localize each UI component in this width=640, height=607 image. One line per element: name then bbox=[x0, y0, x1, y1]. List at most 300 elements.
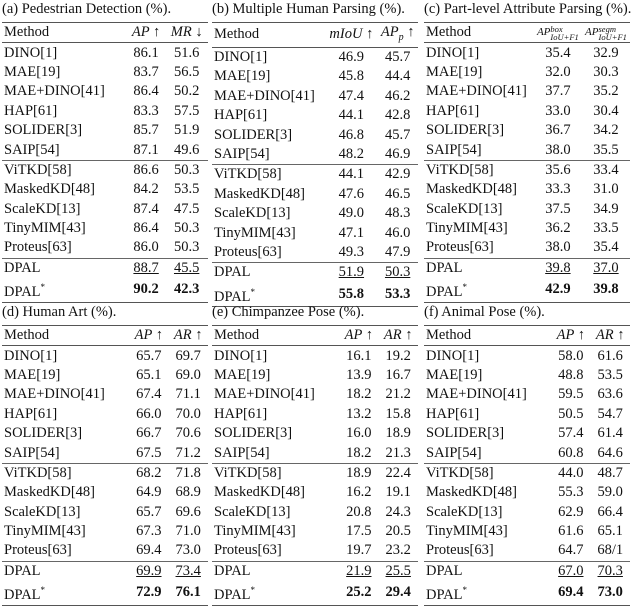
value-cell bbox=[127, 278, 166, 302]
value: 55.8 bbox=[338, 285, 365, 302]
value-cell bbox=[534, 140, 582, 160]
table-panel-part-level-attribute-parsing bbox=[424, 0, 630, 303]
value-cell bbox=[127, 43, 166, 63]
value: 49.6 bbox=[173, 141, 200, 158]
value: 16.2 bbox=[346, 484, 372, 501]
method-name: DINO[1] bbox=[426, 347, 480, 364]
table-row bbox=[424, 385, 630, 404]
method-cell bbox=[2, 219, 127, 238]
value: 68.2 bbox=[136, 464, 162, 481]
value-cell bbox=[590, 561, 630, 581]
value-cell bbox=[377, 106, 418, 125]
value-cell bbox=[551, 443, 590, 463]
value-cell bbox=[377, 87, 418, 106]
method-cell bbox=[212, 522, 339, 541]
value: 42.9 bbox=[384, 166, 411, 183]
value: 46.9 bbox=[338, 49, 365, 66]
value: 73.0 bbox=[175, 542, 201, 559]
method-cell bbox=[424, 278, 534, 302]
method-cell bbox=[2, 63, 127, 82]
value-cell bbox=[129, 581, 168, 605]
table-caption: (b) Multiple Human Parsing (%). bbox=[212, 1, 405, 17]
value: 69.6 bbox=[175, 503, 201, 520]
value: 66.7 bbox=[136, 425, 162, 442]
table-row bbox=[212, 87, 418, 106]
method-header: Method bbox=[424, 326, 551, 346]
value: 16.0 bbox=[346, 425, 372, 442]
method-cell bbox=[212, 346, 339, 366]
table-row bbox=[424, 102, 630, 121]
method-name: ViTKD[58] bbox=[426, 161, 494, 178]
value-cell bbox=[534, 219, 582, 238]
method-header: Method bbox=[2, 326, 129, 346]
metric-header bbox=[127, 23, 166, 43]
value: 35.6 bbox=[545, 161, 571, 178]
value-cell bbox=[590, 463, 630, 483]
method-cell bbox=[424, 522, 551, 541]
results-table bbox=[424, 22, 630, 303]
value: 57.4 bbox=[558, 425, 584, 442]
value: 34.9 bbox=[593, 200, 619, 217]
table-row bbox=[2, 405, 208, 424]
value-cell bbox=[339, 581, 378, 605]
value: 64.9 bbox=[136, 484, 162, 501]
value: 69.7 bbox=[175, 347, 201, 364]
value: 65.1 bbox=[136, 366, 162, 383]
value-cell bbox=[339, 522, 378, 541]
value: 45.7 bbox=[384, 126, 411, 143]
value-cell bbox=[534, 43, 582, 63]
method-cell bbox=[424, 366, 551, 385]
table-row bbox=[2, 258, 208, 278]
table-row bbox=[424, 219, 630, 238]
value: 71.1 bbox=[175, 386, 201, 403]
value: 18.9 bbox=[346, 464, 372, 481]
value-cell bbox=[168, 581, 208, 605]
value: 23.2 bbox=[385, 542, 411, 559]
value: 84.2 bbox=[133, 181, 159, 198]
table-row bbox=[212, 47, 418, 67]
value: 24.3 bbox=[385, 503, 411, 520]
method-cell bbox=[424, 424, 551, 443]
method-name: MAE[19] bbox=[214, 68, 271, 85]
value: 33.3 bbox=[545, 181, 571, 198]
method-name: DPAL bbox=[214, 586, 251, 603]
value: 61.6 bbox=[558, 523, 584, 540]
method-cell bbox=[424, 581, 551, 605]
value-cell bbox=[534, 180, 582, 199]
method-cell bbox=[2, 385, 129, 404]
value-cell bbox=[590, 405, 630, 424]
method-cell bbox=[212, 106, 325, 125]
value-cell bbox=[325, 145, 377, 165]
metric-arrow-icon: ↓ bbox=[195, 24, 203, 41]
star-marker: * bbox=[462, 282, 468, 293]
metric-name: AP bbox=[380, 24, 399, 40]
value: 86.6 bbox=[133, 161, 159, 178]
value: 86.4 bbox=[133, 220, 159, 237]
table-row bbox=[212, 346, 418, 366]
value: 45.7 bbox=[384, 49, 411, 66]
value: 33.0 bbox=[545, 102, 571, 119]
value: 67.5 bbox=[136, 444, 162, 461]
method-cell bbox=[212, 463, 339, 483]
value: 65.7 bbox=[136, 347, 162, 364]
value: 44.1 bbox=[338, 107, 365, 124]
value: 59.0 bbox=[597, 484, 623, 501]
value-cell bbox=[582, 121, 630, 140]
results-table bbox=[2, 22, 208, 303]
method-name: HAP[61] bbox=[426, 405, 480, 422]
value: 44.4 bbox=[384, 68, 411, 85]
method-cell bbox=[2, 405, 129, 424]
value: 49.0 bbox=[338, 205, 365, 222]
table-row bbox=[424, 82, 630, 101]
table-row bbox=[424, 463, 630, 483]
value-cell bbox=[129, 503, 168, 522]
value: 58.0 bbox=[558, 347, 584, 364]
value: 60.8 bbox=[558, 444, 584, 461]
value: 66.4 bbox=[597, 503, 623, 520]
metric-header bbox=[378, 326, 418, 346]
value-cell bbox=[165, 160, 208, 180]
method-cell bbox=[2, 424, 129, 443]
value: 49.3 bbox=[338, 243, 365, 260]
value: 35.4 bbox=[593, 239, 619, 256]
value: 50.3 bbox=[173, 161, 200, 178]
value-cell bbox=[377, 204, 418, 223]
value-cell bbox=[377, 67, 418, 86]
value: 64.6 bbox=[597, 444, 623, 461]
method-name: MAE[19] bbox=[4, 63, 61, 80]
value-cell bbox=[378, 483, 418, 502]
value-cell bbox=[127, 82, 166, 101]
value-cell bbox=[590, 483, 630, 502]
value: 42.3 bbox=[173, 281, 200, 298]
method-name: SAIP[54] bbox=[426, 444, 482, 461]
value: 86.4 bbox=[133, 83, 159, 100]
value-cell bbox=[378, 424, 418, 443]
metric-name: mIoU bbox=[329, 26, 363, 43]
value: 22.4 bbox=[385, 464, 411, 481]
value-cell bbox=[339, 483, 378, 502]
method-cell bbox=[424, 258, 534, 278]
value-cell bbox=[339, 541, 378, 561]
value-cell bbox=[129, 483, 168, 502]
value-cell bbox=[127, 140, 166, 160]
value-cell bbox=[168, 443, 208, 463]
value: 68/1 bbox=[597, 542, 624, 559]
table-caption: (e) Chimpanzee Pose (%). bbox=[212, 304, 365, 320]
metric-arrow-icon: ↑ bbox=[155, 327, 163, 344]
value: 87.1 bbox=[133, 141, 159, 158]
value: 59.5 bbox=[558, 386, 584, 403]
value-cell bbox=[339, 463, 378, 483]
header-row bbox=[2, 326, 208, 346]
value: 18.2 bbox=[346, 444, 372, 461]
method-header: Method bbox=[2, 23, 127, 43]
value: 69.4 bbox=[136, 542, 162, 559]
header-row bbox=[212, 23, 418, 48]
value: 87.4 bbox=[133, 200, 159, 217]
method-name: DPAL bbox=[426, 586, 463, 603]
value-cell bbox=[325, 67, 377, 86]
header-row bbox=[212, 326, 418, 346]
method-name: ViTKD[58] bbox=[214, 166, 282, 183]
table-row bbox=[2, 385, 208, 404]
value-cell bbox=[551, 503, 590, 522]
method-name: ScaleKD[13] bbox=[4, 503, 81, 520]
metric-header bbox=[339, 326, 378, 346]
value: 54.7 bbox=[597, 405, 623, 422]
table-caption: (d) Human Art (%). bbox=[2, 304, 117, 320]
table-row bbox=[2, 581, 208, 605]
value: 47.6 bbox=[338, 185, 365, 202]
method-name: Proteus[63] bbox=[426, 542, 494, 559]
table-row bbox=[424, 405, 630, 424]
value: 21.2 bbox=[385, 386, 411, 403]
value-cell bbox=[534, 160, 582, 180]
metric-scripts bbox=[550, 25, 578, 41]
metric-arrow-icon: ↑ bbox=[366, 26, 374, 43]
value-cell bbox=[165, 200, 208, 219]
method-name: DPAL bbox=[214, 264, 251, 281]
star-marker: * bbox=[250, 585, 256, 596]
metric-header bbox=[582, 23, 630, 43]
table-row bbox=[424, 160, 630, 180]
method-cell bbox=[424, 121, 534, 140]
method-cell bbox=[2, 463, 129, 483]
value-cell bbox=[582, 140, 630, 160]
value-cell bbox=[127, 200, 166, 219]
metric-arrow-icon: ↑ bbox=[407, 24, 415, 40]
value: 48.3 bbox=[384, 205, 411, 222]
value: 29.4 bbox=[385, 584, 411, 601]
method-name: MAE+DINO[41] bbox=[426, 83, 527, 100]
value-cell bbox=[582, 160, 630, 180]
metric-header bbox=[325, 23, 377, 48]
metric-subscript: IoU+F1 bbox=[550, 31, 579, 42]
value: 67.0 bbox=[558, 562, 584, 579]
method-cell bbox=[2, 238, 127, 258]
method-name: DPAL bbox=[4, 259, 41, 276]
value: 47.5 bbox=[173, 200, 200, 217]
metric-arrow-icon: ↑ bbox=[617, 327, 625, 344]
method-name: ViTKD[58] bbox=[4, 464, 72, 481]
table-caption: (f) Animal Pose (%). bbox=[424, 304, 545, 320]
method-name: MAE+DINO[41] bbox=[214, 386, 315, 403]
method-name: DINO[1] bbox=[4, 347, 58, 364]
table-row bbox=[212, 145, 418, 165]
value-cell bbox=[590, 443, 630, 463]
method-cell bbox=[212, 366, 339, 385]
value: 50.2 bbox=[173, 83, 200, 100]
value-cell bbox=[339, 443, 378, 463]
method-cell bbox=[424, 180, 534, 199]
method-name: ViTKD[58] bbox=[214, 464, 282, 481]
value: 21.9 bbox=[346, 562, 372, 579]
value-cell bbox=[325, 263, 377, 283]
value-cell bbox=[377, 125, 418, 144]
value-cell bbox=[168, 385, 208, 404]
value: 61.6 bbox=[597, 347, 623, 364]
method-cell bbox=[2, 581, 129, 605]
table-row bbox=[424, 522, 630, 541]
value-cell bbox=[378, 366, 418, 385]
table-row bbox=[2, 121, 208, 140]
value: 33.4 bbox=[593, 161, 619, 178]
metric-header bbox=[534, 23, 582, 43]
header-row bbox=[424, 23, 630, 43]
value: 20.5 bbox=[385, 523, 411, 540]
value: 48.7 bbox=[597, 464, 623, 481]
metric-scripts bbox=[598, 25, 626, 41]
method-name: Proteus[63] bbox=[214, 542, 282, 559]
value-cell bbox=[534, 258, 582, 278]
value: 55.3 bbox=[558, 484, 584, 501]
value-cell bbox=[377, 165, 418, 185]
method-name: ViTKD[58] bbox=[4, 161, 72, 178]
value-cell bbox=[165, 121, 208, 140]
value: 16.1 bbox=[346, 347, 372, 364]
metric-arrow-icon: ↑ bbox=[365, 327, 373, 344]
method-header: Method bbox=[424, 23, 534, 43]
method-name: ScaleKD[13] bbox=[4, 200, 81, 217]
method-cell bbox=[424, 102, 534, 121]
table-row bbox=[212, 463, 418, 483]
method-name: SAIP[54] bbox=[4, 141, 60, 158]
value-cell bbox=[165, 102, 208, 121]
method-name: ScaleKD[13] bbox=[426, 200, 503, 217]
method-name: MaskedKD[48] bbox=[426, 181, 518, 198]
method-cell bbox=[212, 125, 325, 144]
method-name: Proteus[63] bbox=[4, 239, 72, 256]
value: 46.8 bbox=[338, 126, 365, 143]
method-name: TinyMIM[43] bbox=[214, 523, 296, 540]
metric-arrow-icon: ↑ bbox=[195, 327, 203, 344]
value: 19.2 bbox=[385, 347, 411, 364]
table-row bbox=[212, 424, 418, 443]
value: 76.1 bbox=[175, 584, 201, 601]
value-cell bbox=[551, 424, 590, 443]
method-name: MaskedKD[48] bbox=[4, 484, 96, 501]
value-cell bbox=[534, 102, 582, 121]
value: 71.0 bbox=[175, 523, 201, 540]
method-cell bbox=[2, 160, 127, 180]
value: 69.9 bbox=[136, 562, 162, 579]
value-cell bbox=[590, 385, 630, 404]
value-cell bbox=[534, 63, 582, 82]
value-cell bbox=[377, 47, 418, 67]
value-cell bbox=[168, 346, 208, 366]
metric-header bbox=[590, 326, 630, 346]
value: 50.5 bbox=[558, 405, 584, 422]
value: 25.2 bbox=[346, 584, 372, 601]
value-cell bbox=[165, 140, 208, 160]
method-name: SOLIDER[3] bbox=[426, 425, 505, 442]
method-cell bbox=[212, 503, 339, 522]
value-cell bbox=[377, 243, 418, 263]
value-cell bbox=[582, 63, 630, 82]
value-cell bbox=[582, 238, 630, 258]
method-name: SOLIDER[3] bbox=[4, 122, 83, 139]
table-row bbox=[2, 43, 208, 63]
value-cell bbox=[534, 238, 582, 258]
value-cell bbox=[325, 165, 377, 185]
value-cell bbox=[339, 346, 378, 366]
table-row bbox=[424, 140, 630, 160]
value-cell bbox=[377, 223, 418, 242]
table-row bbox=[424, 424, 630, 443]
value: 32.0 bbox=[545, 63, 571, 80]
value-cell bbox=[378, 581, 418, 605]
value: 67.4 bbox=[136, 386, 162, 403]
table-row bbox=[2, 63, 208, 82]
value-cell bbox=[325, 125, 377, 144]
value: 50.3 bbox=[173, 239, 200, 256]
value-cell bbox=[551, 522, 590, 541]
value-cell bbox=[378, 405, 418, 424]
table-row bbox=[2, 238, 208, 258]
method-cell bbox=[212, 483, 339, 502]
method-cell bbox=[2, 121, 127, 140]
value-cell bbox=[168, 424, 208, 443]
value: 32.9 bbox=[593, 44, 619, 61]
value: 44.1 bbox=[338, 166, 365, 183]
table-row bbox=[424, 346, 630, 366]
value: 39.8 bbox=[593, 281, 619, 298]
value: 53.5 bbox=[597, 366, 623, 383]
table-row bbox=[424, 121, 630, 140]
method-cell bbox=[424, 463, 551, 483]
value: 15.8 bbox=[385, 405, 411, 422]
method-name: ViTKD[58] bbox=[426, 464, 494, 481]
table-row bbox=[424, 561, 630, 581]
method-cell bbox=[212, 204, 325, 223]
table-row bbox=[424, 483, 630, 502]
value: 86.0 bbox=[133, 239, 159, 256]
table-panel-pedestrian-detection bbox=[2, 0, 208, 303]
value-cell bbox=[582, 200, 630, 219]
value: 44.0 bbox=[558, 464, 584, 481]
value: 46.9 bbox=[384, 146, 411, 163]
table-row bbox=[212, 106, 418, 125]
table-row bbox=[424, 443, 630, 463]
results-table bbox=[212, 325, 418, 606]
value-cell bbox=[590, 503, 630, 522]
value: 47.4 bbox=[338, 87, 365, 104]
method-name: HAP[61] bbox=[426, 102, 480, 119]
value: 45.8 bbox=[338, 68, 365, 85]
method-cell bbox=[2, 102, 127, 121]
method-name: SAIP[54] bbox=[214, 146, 270, 163]
metric-header bbox=[165, 23, 208, 43]
value: 56.5 bbox=[173, 63, 200, 80]
value-cell bbox=[534, 121, 582, 140]
method-name: DINO[1] bbox=[214, 49, 268, 66]
metric-subscript: IoU+F1 bbox=[598, 31, 627, 42]
method-name: SOLIDER[3] bbox=[4, 425, 83, 442]
table-row bbox=[2, 346, 208, 366]
method-cell bbox=[2, 43, 127, 63]
metric-header bbox=[377, 23, 418, 48]
method-cell bbox=[212, 47, 325, 67]
table-row bbox=[212, 561, 418, 581]
value-cell bbox=[325, 87, 377, 106]
value-cell bbox=[582, 258, 630, 278]
value: 53.5 bbox=[173, 181, 200, 198]
value: 90.2 bbox=[133, 281, 159, 298]
